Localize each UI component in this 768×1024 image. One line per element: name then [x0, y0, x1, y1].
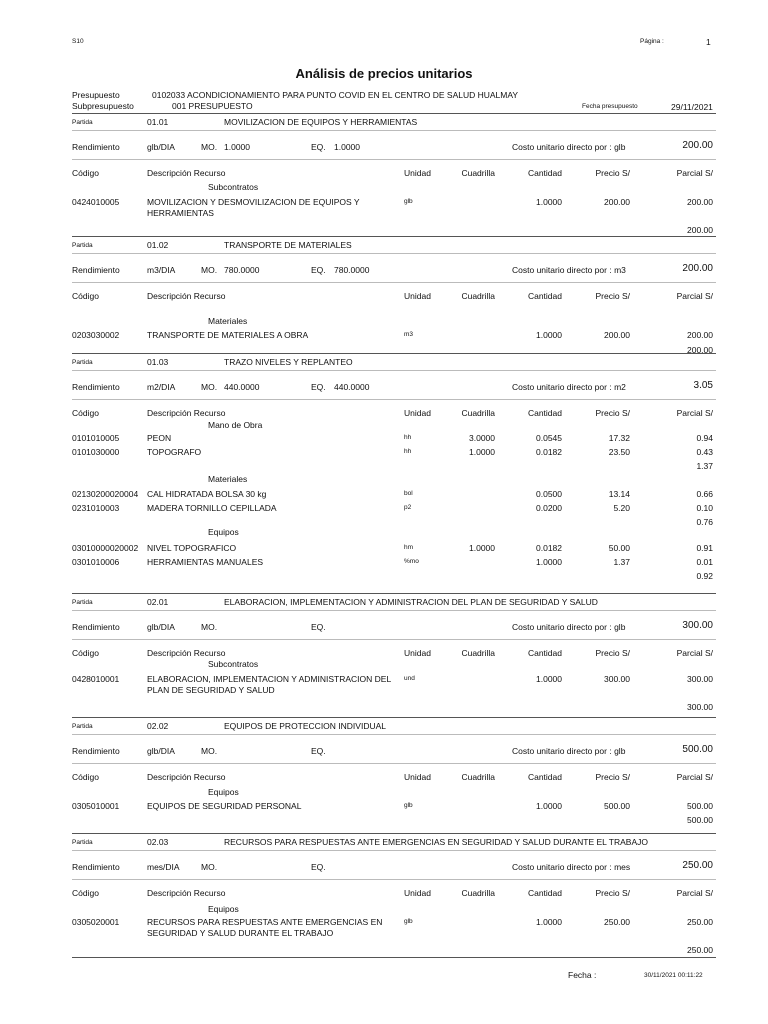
col-codigo: Código: [72, 408, 99, 418]
group-subtotal: 300.00: [687, 702, 713, 712]
partida-name: EQUIPOS DE PROTECCION INDIVIDUAL: [224, 721, 386, 731]
col-unidad: Unidad: [404, 291, 431, 301]
subpresupuesto-value: 001 PRESUPUESTO: [172, 101, 253, 111]
resource-code: 02130200020004: [72, 489, 139, 499]
mo-label: MO.: [201, 746, 218, 756]
col-precio: Precio S/: [595, 648, 630, 658]
resource-parcial: 0.01: [696, 557, 713, 567]
col-descripcion: Descripción Recurso: [147, 408, 226, 418]
resource-precio: 1.37: [613, 557, 630, 567]
resource-parcial: 0.10: [696, 503, 713, 513]
partida-code: 01.01: [147, 117, 169, 127]
costo-unitario-unit: glb: [614, 142, 626, 152]
col-cuadrilla: Cuadrilla: [461, 291, 495, 301]
col-cantidad: Cantidad: [527, 648, 562, 658]
resource-code: 0101030000: [72, 447, 120, 457]
resource-cantidad: 1.0000: [536, 197, 562, 207]
eq-label: EQ.: [311, 382, 326, 392]
group-name: Subcontratos: [208, 659, 259, 669]
mo-value: 440.0000: [224, 382, 260, 392]
col-cantidad: Cantidad: [527, 888, 562, 898]
resource-code: 0101010005: [72, 433, 120, 443]
partida-separator: [72, 734, 716, 735]
partida-label: Partida: [72, 119, 93, 126]
resource-unit: hh: [404, 434, 412, 441]
costo-unitario-label: [512, 382, 626, 392]
costo-unitario-label: [512, 862, 630, 872]
group-subtotal: 250.00: [687, 945, 713, 955]
resource-unit: bol: [404, 490, 413, 497]
page-number: 1: [706, 37, 711, 47]
col-descripcion: Descripción Recurso: [147, 888, 226, 898]
col-precio: Precio S/: [595, 408, 630, 418]
mo-value: 780.0000: [224, 265, 260, 275]
col-cuadrilla: Cuadrilla: [461, 648, 495, 658]
rendimiento-unit: glb/DIA: [147, 142, 175, 152]
resource-cantidad: 0.0500: [536, 489, 562, 499]
rendimiento-label: Rendimiento: [72, 265, 120, 275]
partida-code: 02.03: [147, 837, 169, 847]
resource-cantidad: 1.0000: [536, 674, 562, 684]
col-descripcion: Descripción Recurso: [147, 772, 226, 782]
mo-value: 1.0000: [224, 142, 250, 152]
partida-separator: [72, 610, 716, 611]
partida-divider: [72, 236, 716, 237]
resource-code: 0231010003: [72, 503, 120, 513]
group-subtotal: 200.00: [687, 225, 713, 235]
resource-parcial: 500.00: [687, 801, 713, 811]
resource-description: EQUIPOS DE SEGURIDAD PERSONAL: [147, 801, 302, 811]
costo-unitario-total: 200.00: [682, 263, 713, 274]
resource-cuadrilla: 1.0000: [469, 543, 495, 553]
group-name: Subcontratos: [208, 182, 259, 192]
resource-unit: %mo: [404, 558, 419, 565]
col-codigo: Código: [72, 291, 99, 301]
resource-parcial: 200.00: [687, 330, 713, 340]
partida-name: RECURSOS PARA RESPUESTAS ANTE EMERGENCIAS EN SEGURIDAD Y SALUD DURANTE EL TRABAJO: [224, 837, 648, 847]
resource-unit: glb: [404, 198, 413, 205]
rendimiento-label: Rendimiento: [72, 382, 120, 392]
partida-separator: [72, 850, 716, 851]
fecha-presupuesto-label: Fecha presupuesto: [582, 103, 638, 110]
rendimiento-unit: mes/DIA: [147, 862, 180, 872]
costo-unitario-label: [512, 622, 625, 632]
resource-cantidad: 0.0182: [536, 543, 562, 553]
partida-divider: [72, 717, 716, 718]
resource-cantidad: 1.0000: [536, 557, 562, 567]
group-name: Mano de Obra: [208, 420, 263, 430]
eq-label: EQ.: [311, 265, 326, 275]
system-code: S10: [72, 38, 84, 45]
document-title: Análisis de precios unitarios: [295, 66, 473, 81]
partida-label: Partida: [72, 599, 93, 606]
resource-precio: 300.00: [604, 674, 630, 684]
resource-cuadrilla: 1.0000: [469, 447, 495, 457]
resource-parcial: 0.94: [696, 433, 713, 443]
col-parcial: Parcial S/: [676, 888, 713, 898]
eq-value: 780.0000: [334, 265, 370, 275]
costo-unitario-total: 250.00: [682, 860, 713, 871]
rendimiento-label: Rendimiento: [72, 862, 120, 872]
eq-label: EQ.: [311, 622, 326, 632]
rendimiento-separator: [72, 399, 716, 400]
mo-label: MO.: [201, 382, 218, 392]
resource-parcial: 0.91: [696, 543, 713, 553]
costo-unitario-total: 200.00: [682, 140, 713, 151]
partida-divider: [72, 113, 716, 114]
resource-precio: 17.32: [608, 433, 630, 443]
costo-unitario-unit: glb: [614, 746, 626, 756]
col-unidad: Unidad: [404, 168, 431, 178]
costo-unitario-total: 500.00: [682, 744, 713, 755]
group-subtotal: 0.76: [696, 517, 713, 527]
partida-divider: [72, 593, 716, 594]
resource-cantidad: 1.0000: [536, 330, 562, 340]
resource-description: HERRAMIENTAS MANUALES: [147, 557, 264, 567]
rendimiento-label: Rendimiento: [72, 622, 120, 632]
partida-divider: [72, 833, 716, 834]
resource-precio: 200.00: [604, 197, 630, 207]
partida-code: 02.01: [147, 597, 169, 607]
col-cuadrilla: Cuadrilla: [461, 168, 495, 178]
rendimiento-separator: [72, 763, 716, 764]
col-precio: Precio S/: [595, 888, 630, 898]
resource-unit: hm: [404, 544, 414, 551]
resource-cuadrilla: 3.0000: [469, 433, 495, 443]
resource-precio: 250.00: [604, 917, 630, 927]
costo-unitario-unit: mes: [614, 862, 631, 872]
partida-name: TRAZO NIVELES Y REPLANTEO: [224, 357, 353, 367]
resource-description: NIVEL TOPOGRAFICO: [147, 543, 237, 553]
eq-value: 440.0000: [334, 382, 370, 392]
footer-date-label: Fecha :: [568, 970, 597, 980]
resource-unit: p2: [404, 504, 412, 511]
page-label: Página :: [640, 38, 664, 45]
col-cantidad: Cantidad: [527, 408, 562, 418]
resource-cantidad: 0.0200: [536, 503, 562, 513]
costo-unitario-prefix: Costo unitario directo por :: [512, 265, 612, 275]
resource-description: ELABORACION, IMPLEMENTACION Y ADMINISTRACION DEL PLAN DE SEGURIDAD Y SALUD: [147, 674, 391, 695]
partida-separator: [72, 130, 716, 131]
resource-parcial: 0.43: [696, 447, 713, 457]
resource-precio: 13.14: [608, 489, 630, 499]
group-name: Materiales: [208, 316, 248, 326]
group-name: Equipos: [208, 787, 239, 797]
partida-separator: [72, 253, 716, 254]
costo-unitario-prefix: Costo unitario directo por :: [512, 382, 612, 392]
col-precio: Precio S/: [595, 772, 630, 782]
costo-unitario-prefix: Costo unitario directo por :: [512, 622, 612, 632]
rendimiento-label: Rendimiento: [72, 142, 120, 152]
costo-unitario-label: [512, 142, 625, 152]
costo-unitario-unit: m2: [614, 382, 626, 392]
rendimiento-separator: [72, 159, 716, 160]
col-descripcion: Descripción Recurso: [147, 648, 226, 658]
resource-parcial: 300.00: [687, 674, 713, 684]
resource-description: TOPOGRAFO: [147, 447, 202, 457]
costo-unitario-prefix: Costo unitario directo por :: [512, 746, 612, 756]
group-subtotal: 500.00: [687, 815, 713, 825]
resource-unit: und: [404, 675, 415, 682]
eq-label: EQ.: [311, 142, 326, 152]
col-parcial: Parcial S/: [676, 168, 713, 178]
col-precio: Precio S/: [595, 291, 630, 301]
resource-unit: m3: [404, 331, 414, 338]
rendimiento-label: Rendimiento: [72, 746, 120, 756]
col-cuadrilla: Cuadrilla: [461, 772, 495, 782]
resource-code: 0203030002: [72, 330, 120, 340]
costo-unitario-label: [512, 746, 625, 756]
partida-divider: [72, 353, 716, 354]
resource-precio: 500.00: [604, 801, 630, 811]
resource-description: MOVILIZACION Y DESMOVILIZACION DE EQUIPOS Y HERRAMIENTAS: [147, 197, 360, 218]
costo-unitario-prefix: Costo unitario directo por :: [512, 862, 612, 872]
partida-separator: [72, 370, 716, 371]
col-codigo: Código: [72, 888, 99, 898]
eq-label: EQ.: [311, 862, 326, 872]
resource-code: 03010000020002: [72, 543, 139, 553]
resource-code: 0424010005: [72, 197, 120, 207]
resource-description: CAL HIDRATADA BOLSA 30 kg: [147, 489, 267, 499]
resource-precio: 23.50: [608, 447, 630, 457]
partida-name: ELABORACION, IMPLEMENTACION Y ADMINISTRACION DEL PLAN DE SEGURIDAD Y SALUD: [224, 597, 598, 607]
partida-label: Partida: [72, 242, 93, 249]
mo-label: MO.: [201, 142, 218, 152]
partida-code: 01.02: [147, 240, 169, 250]
costo-unitario-unit: glb: [614, 622, 626, 632]
rendimiento-separator: [72, 879, 716, 880]
col-unidad: Unidad: [404, 772, 431, 782]
costo-unitario-unit: m3: [614, 265, 626, 275]
footer-date-value: 30/11/2021 00:11:22: [644, 972, 703, 979]
resource-cantidad: 1.0000: [536, 917, 562, 927]
presupuesto-label: Presupuesto: [72, 90, 120, 100]
col-codigo: Código: [72, 648, 99, 658]
partida-label: Partida: [72, 723, 93, 730]
resource-parcial: 0.66: [696, 489, 713, 499]
col-parcial: Parcial S/: [676, 772, 713, 782]
rendimiento-unit: m2/DIA: [147, 382, 176, 392]
resource-description: TRANSPORTE DE MATERIALES A OBRA: [147, 330, 309, 340]
group-subtotal: 1.37: [696, 461, 713, 471]
group-name: Materiales: [208, 474, 248, 484]
resource-unit: glb: [404, 918, 413, 925]
eq-value: 1.0000: [334, 142, 360, 152]
resource-description: PEON: [147, 433, 172, 443]
col-cantidad: Cantidad: [527, 291, 562, 301]
group-name: Equipos: [208, 904, 239, 914]
resource-precio: 50.00: [608, 543, 630, 553]
col-cantidad: Cantidad: [527, 168, 562, 178]
costo-unitario-label: [512, 265, 626, 275]
col-cuadrilla: Cuadrilla: [461, 408, 495, 418]
resource-code: 0305010001: [72, 801, 120, 811]
resource-description: MADERA TORNILLO CEPILLADA: [147, 503, 277, 513]
costo-unitario-prefix: Costo unitario directo por :: [512, 142, 612, 152]
col-parcial: Parcial S/: [676, 648, 713, 658]
group-subtotal: 0.92: [696, 571, 713, 581]
resource-unit: glb: [404, 802, 413, 809]
resource-code: 0428010001: [72, 674, 120, 684]
partida-name: TRANSPORTE DE MATERIALES: [224, 240, 352, 250]
col-codigo: Código: [72, 772, 99, 782]
rendimiento-unit: glb/DIA: [147, 622, 175, 632]
mo-label: MO.: [201, 862, 218, 872]
costo-unitario-total: 300.00: [682, 620, 713, 631]
resource-cantidad: 0.0545: [536, 433, 562, 443]
mo-label: MO.: [201, 622, 218, 632]
group-subtotal: 200.00: [687, 345, 713, 355]
resource-precio: 200.00: [604, 330, 630, 340]
partida-code: 01.03: [147, 357, 169, 367]
col-descripcion: Descripción Recurso: [147, 168, 226, 178]
col-parcial: Parcial S/: [676, 291, 713, 301]
mo-label: MO.: [201, 265, 218, 275]
rendimiento-unit: glb/DIA: [147, 746, 175, 756]
resource-cantidad: 1.0000: [536, 801, 562, 811]
eq-label: EQ.: [311, 746, 326, 756]
col-unidad: Unidad: [404, 408, 431, 418]
resource-parcial: 200.00: [687, 197, 713, 207]
footer-divider: [72, 957, 716, 958]
resource-unit: hh: [404, 448, 412, 455]
resource-cantidad: 0.0182: [536, 447, 562, 457]
resource-code: 0301010006: [72, 557, 120, 567]
rendimiento-separator: [72, 282, 716, 283]
resource-parcial: 250.00: [687, 917, 713, 927]
col-precio: Precio S/: [595, 168, 630, 178]
resource-code: 0305020001: [72, 917, 120, 927]
resource-precio: 5.20: [613, 503, 630, 513]
col-cuadrilla: Cuadrilla: [461, 888, 495, 898]
partida-label: Partida: [72, 839, 93, 846]
partida-label: Partida: [72, 359, 93, 366]
col-codigo: Código: [72, 168, 99, 178]
rendimiento-separator: [72, 639, 716, 640]
col-unidad: Unidad: [404, 648, 431, 658]
resource-description: RECURSOS PARA RESPUESTAS ANTE EMERGENCIAS EN SEGURIDAD Y SALUD DURANTE EL TRABAJO: [147, 917, 383, 938]
group-name: Equipos: [208, 527, 239, 537]
subpresupuesto-label: Subpresupuesto: [72, 101, 134, 111]
col-parcial: Parcial S/: [676, 408, 713, 418]
partida-code: 02.02: [147, 721, 169, 731]
fecha-presupuesto-value: 29/11/2021: [671, 102, 713, 112]
col-descripcion: Descripción Recurso: [147, 291, 226, 301]
presupuesto-value: 0102033 ACONDICIONAMIENTO PARA PUNTO COVID EN EL CENTRO DE SALUD HUALMAY: [152, 90, 519, 100]
col-unidad: Unidad: [404, 888, 431, 898]
col-cantidad: Cantidad: [527, 772, 562, 782]
rendimiento-unit: m3/DIA: [147, 265, 176, 275]
partida-name: MOVILIZACION DE EQUIPOS Y HERRAMIENTAS: [224, 117, 418, 127]
costo-unitario-total: 3.05: [693, 380, 713, 391]
